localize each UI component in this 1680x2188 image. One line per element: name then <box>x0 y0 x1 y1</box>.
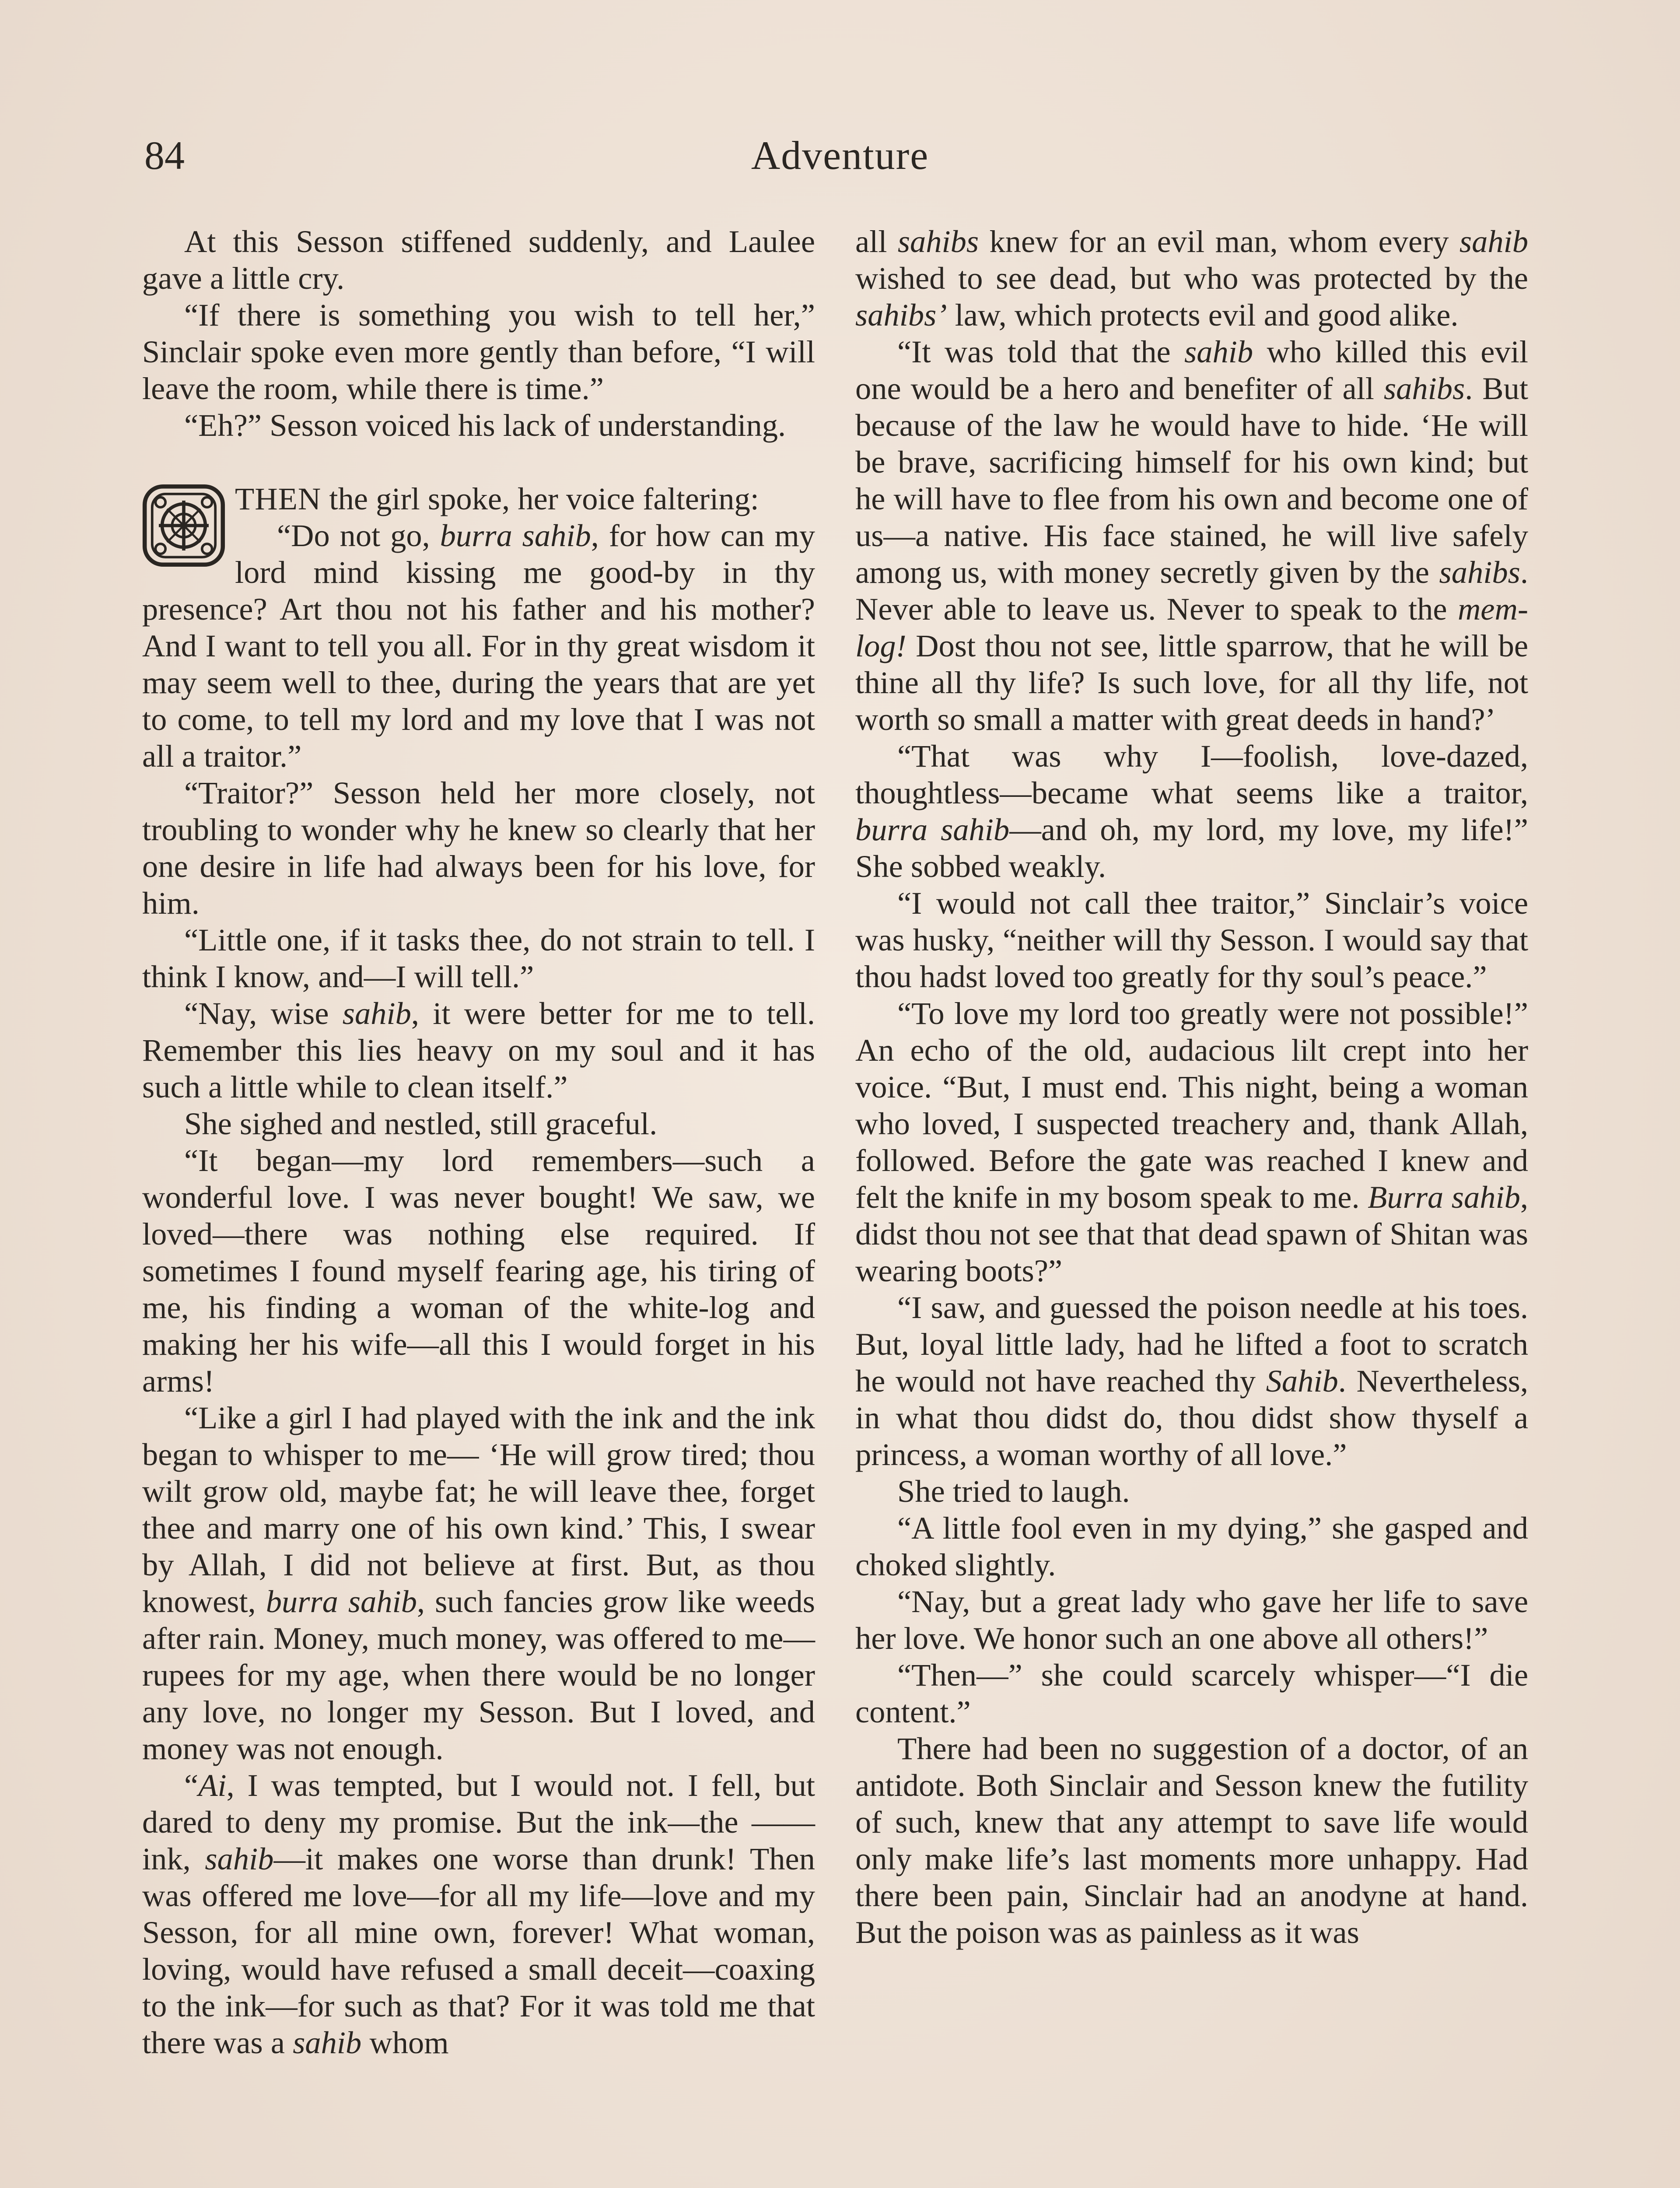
paragraph-text: “Nay, but a great lady who gave her life to save her love. We honor such an one above all others!” <box>855 1584 1528 1656</box>
paragraph <box>142 1105 815 1142</box>
paragraph <box>855 1473 1528 1510</box>
page-number: 84 <box>144 133 185 178</box>
celtic-knot-ornament-icon <box>142 484 225 567</box>
paragraph-text: “Ai, I was tempted, but I would not. I fell, but dared to deny my promise. But the ink—the —— ink, sahib—it makes one worse than drunk! Then was offered me love—for all my life—love and my Sesson, for all mine own, forever! What woman, loving, would have refused a small deceit—coaxing to the ink—for such as that? For it was told me that there was a sahib whom <box>142 1767 815 2060</box>
paragraph-text: all sahibs knew for an evil man, whom every sahib wished to see dead, but who was protected by the sahibs’ law, which protects evil and good alike. <box>855 224 1528 333</box>
running-head: Adventure <box>751 133 929 178</box>
paragraph <box>142 223 815 297</box>
paragraph-text: THEN the girl spoke, her voice faltering: <box>235 481 759 516</box>
paragraph-text: “Little one, if it tasks thee, do not strain to tell. I think I know, and—I will tell.” <box>142 922 815 994</box>
paragraph <box>855 1657 1528 1730</box>
text-column-left <box>142 223 815 2061</box>
paragraph-text: “I would not call thee traitor,” Sinclair’s voice was husky, “neither will thy Sesson. I would say that thou hadst loved too greatly for thy soul’s peace.” <box>855 885 1528 994</box>
paragraph-text: “Eh?” Sesson voiced his lack of understanding. <box>184 407 786 443</box>
paragraph <box>142 1399 815 1767</box>
text-column-right <box>855 223 1528 1951</box>
paragraph <box>855 995 1528 1289</box>
paragraph-text: “Then—” she could scarcely whisper—“I die content.” <box>855 1657 1528 1729</box>
paragraph <box>142 1767 815 2061</box>
paragraph-text: “It was told that the sahib who killed this evil one would be a hero and benefiter of all sahibs. But because of the law he would have to hide. ‘He will be brave, sacrificing himself for his own kind; but he will have to flee from his own and become one of us—a native. His face stained, he will live safely among us, with money secretly given by the sahibs. Never able to leave us. Never to speak to the mem-log! Dost thou not see, little sparrow, that he will be thine all thy life? Is such love, for all thy life, not worth so small a matter with great deeds in hand?’ <box>855 334 1528 737</box>
paragraph <box>142 407 815 444</box>
page-header <box>144 127 1536 184</box>
paragraph-text: “That was why I—foolish, love-dazed, thoughtless—became what seems like a traitor, burra sahib—and oh, my lord, my love, my life!” She sobbed weakly. <box>855 738 1528 884</box>
paragraph-text: “Nay, wise sahib, it were better for me to tell. Remember this lies heavy on my soul and it has such a little while to clean itself.” <box>142 996 815 1105</box>
paragraph <box>142 1142 815 1399</box>
paragraph <box>142 995 815 1105</box>
paragraph <box>855 333 1528 738</box>
paragraph-text: “I saw, and guessed the poison needle at his toes. But, loyal little lady, had he lifted a foot to scratch he would not have reached thy Sahib. Nevertheless, in what thou didst do, thou didst show thyself a princess, a woman worthy of all love.” <box>855 1290 1528 1472</box>
paragraph <box>142 775 815 922</box>
paragraph-text: She sighed and nestled, still graceful. <box>184 1106 658 1141</box>
paragraph <box>855 1730 1528 1951</box>
paragraph <box>855 1289 1528 1473</box>
paragraph <box>855 223 1528 333</box>
paragraph-text: “Traitor?” Sesson held her more closely, not troubling to wonder why he knew so clearly that her one desire in life had always been for his love, for him. <box>142 775 815 921</box>
paragraph <box>855 1510 1528 1583</box>
paragraph-text: There had been no suggestion of a doctor, of an antidote. Both Sinclair and Sesson knew the futility of such, knew that any attempt to save life would only make life’s last moments more unhappy. Had there been pain, Sinclair had an anodyne at hand. But the poison was as painless as it was <box>855 1731 1528 1950</box>
paragraph <box>142 922 815 995</box>
paragraph <box>855 738 1528 885</box>
paragraph-text: “A little fool even in my dying,” she gasped and choked slightly. <box>855 1510 1528 1582</box>
paragraph <box>855 1583 1528 1657</box>
paragraph-text: “If there is something you wish to tell her,” Sinclair spoke even more gently than before, “I will leave the room, while there is time.” <box>142 297 815 406</box>
paragraph <box>142 297 815 407</box>
paragraph-text: “To love my lord too greatly were not possible!” An echo of the old, audacious lilt crept into her voice. “But, I must end. This night, being a woman who loved, I suspected treachery and, thank Allah, followed. Before the gate was reached I knew and felt the knife in my bosom speak to me. Burra sahib, didst thou not see that that dead spawn of Shitan was wearing boots?” <box>855 996 1528 1288</box>
paragraph-text: “Like a girl I had played with the ink and the ink began to whisper to me— ‘He will grow tired; thou wilt grow old, maybe fat; he will leave thee, forget thee and marry one of his own kind.’ This, I swear by Allah, I did not believe at first. But, as thou knowest, burra sahib, such fancies grow like weeds after rain. Money, much money, was offered to me—rupees for my age, when there would be no longer any love, no longer my Sesson. But I loved, and money was not enough. <box>142 1400 815 1766</box>
paragraph-text: “It began—my lord remembers—such a wonderful love. I was never bought! We saw, we loved—there was nothing else required. If sometimes I found myself fearing age, his tiring of me, his finding a woman of the white-log and making her his wife—all this I would forget in his arms! <box>142 1143 815 1399</box>
paragraph <box>855 885 1528 995</box>
paragraph <box>142 517 815 775</box>
paragraph-text: She tried to laugh. <box>897 1473 1130 1509</box>
paragraph-text: At this Sesson stiffened suddenly, and Laulee gave a little cry. <box>142 224 815 296</box>
paragraph-text: “Do not go, burra sahib, for how can my lord mind kissing me good-by in thy presence? Art thou not his father and his mother? And I want to tell you all. For in thy great wisdom it may seem well to thee, during the years that are yet to come, to tell my lord and my love that I was not all a traitor.” <box>142 518 815 774</box>
paragraph <box>142 480 815 517</box>
